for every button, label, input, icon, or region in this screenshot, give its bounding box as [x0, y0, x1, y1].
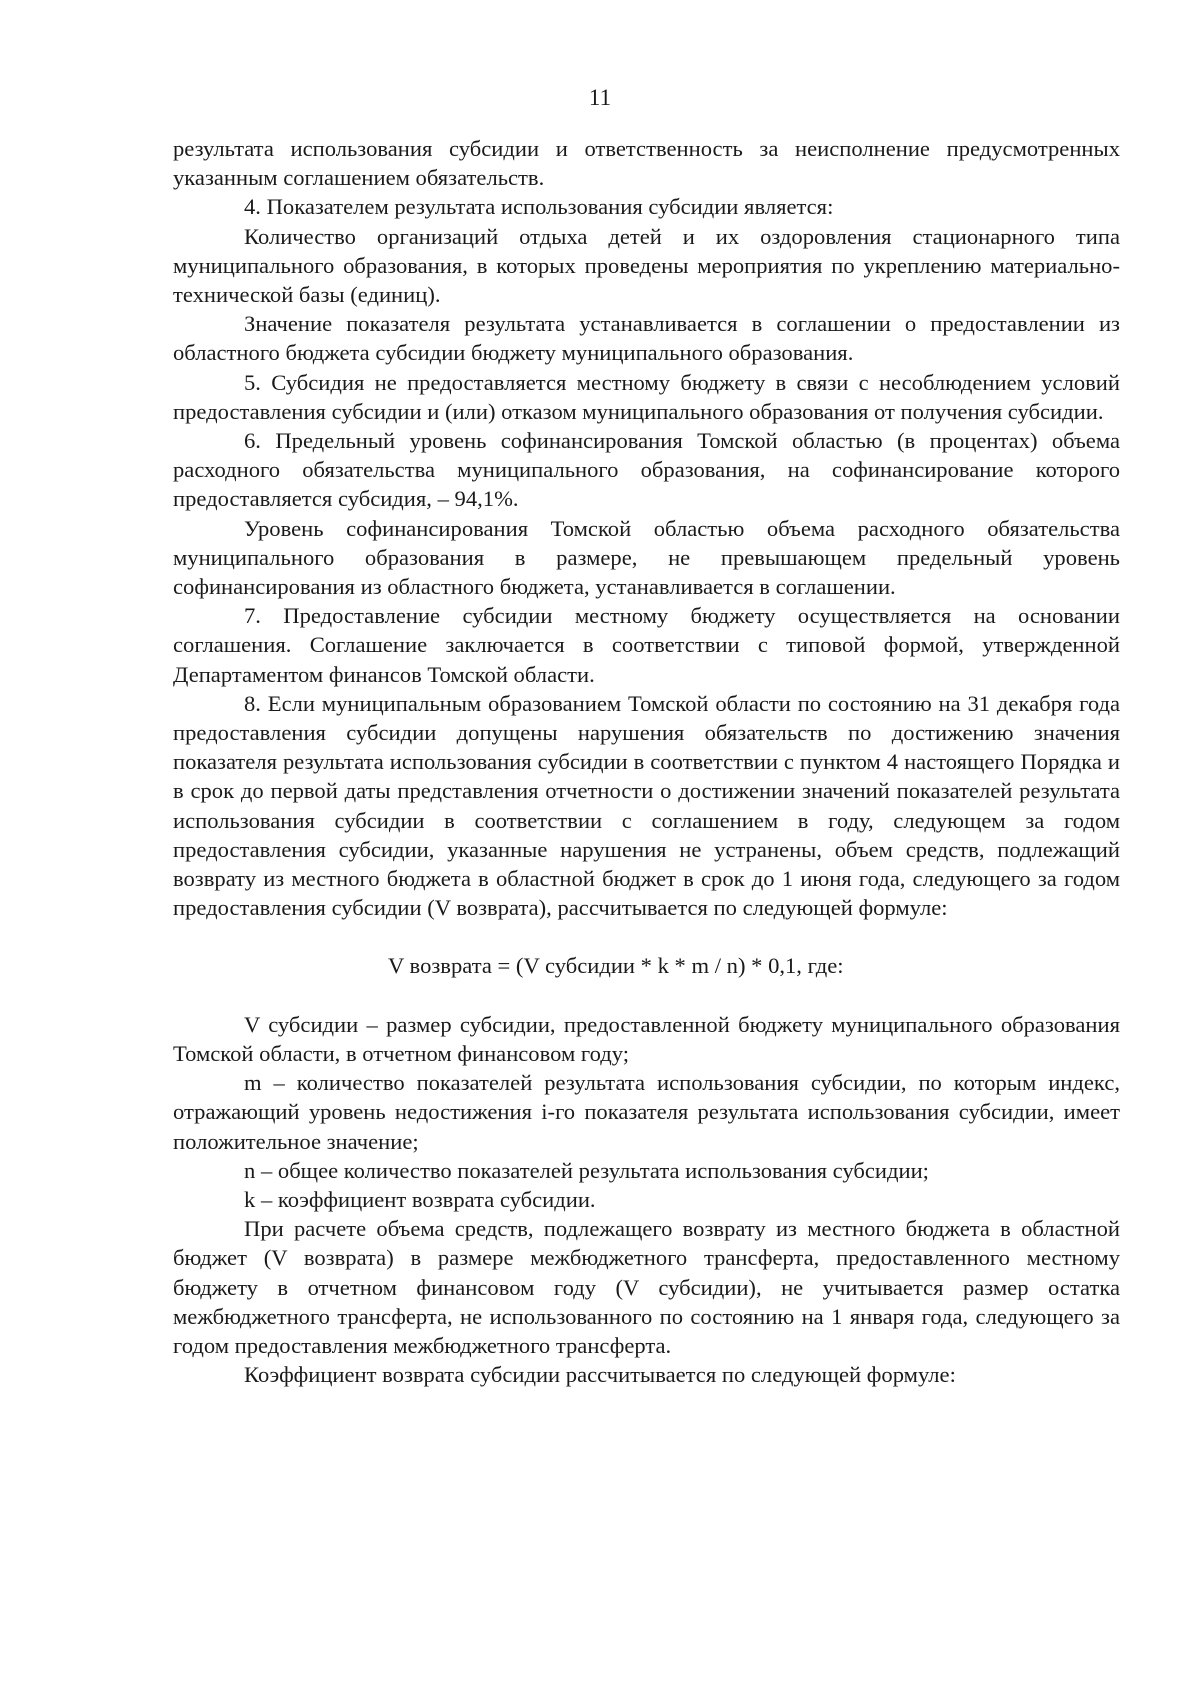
paragraph-item-6: 6. Предельный уровень софинансирования Томской областью (в процентах) объема расходного обязательства муниципального образования, на софинансирование которого предоставляется субсидия, – 94,1%. [173, 428, 1120, 512]
paragraph-item-4: 4. Показателем результата использования субсидии является: [244, 194, 834, 220]
document-body [173, 134, 1120, 1389]
paragraph-cofinancing-level: Уровень софинансирования Томской областью объема расходного обязательства муниципального образования в размере, не превышающем предельный уровень софинансирования из областного бюджета, устанавливается в соглашении. [173, 515, 1120, 600]
definition-n: n – общее количество показателей результата использования субсидии; [244, 1157, 929, 1183]
paragraph-item-7: 7. Предоставление субсидии местному бюджету осуществляется на основании соглашения. Соглашение заключается в соответствии с типовой формой, утвержденной Департаментом финансов Томской области. [173, 603, 1120, 687]
paragraph-item-8: 8. Если муниципальным образованием Томской области по состоянию на 31 декабря года предоставления субсидии допущены нарушения обязательств по достижению значения показателя результата использования субсидии в соответствии с пунктом 4 настоящего Порядка и в срок до первой даты представления отчетности о достижении значений показателей результата использования субсидии в соответствии с соглашением в году, следующем за годом предоставления субсидии, указанные нарушения не устранены, объем средств, подлежащий возврату из местного бюджета в областной бюджет в срок до 1 июня года, следующего за годом предоставления субсидии (V возврата), рассчитывается по следующей формуле: [173, 690, 1120, 921]
definition-m: m – количество показателей результата использования субсидии, по которым индекс, отражающий уровень недостижения i-го показателя результата использования субсидии, имеет положительное значение; [173, 1070, 1120, 1154]
paragraph-indicator: Количество организаций отдыха детей и их оздоровления стационарного типа муниципального образования, в которых проведены мероприятия по укреплению материально-технической базы (единиц). [173, 223, 1120, 308]
definition-v-subsidy: V субсидии – размер субсидии, предоставленной бюджету муниципального образования Томской области, в отчетном финансовом году; [173, 1011, 1120, 1066]
paragraph-continuation: результата использования субсидии и ответственность за неисполнение предусмотренных указанным соглашением обязательств. [173, 136, 1120, 191]
paragraph-calculation-note: При расчете объема средств, подлежащего возврату из местного бюджета в областной бюджет (V возврата) в размере межбюджетного трансферта, предоставленного местному бюджету в отчетном финансовом году (V субсидии), не учитывается размер остатка межбюджетного трансферта, не использованного по состоянию на 1 января года, следующего за годом предоставления межбюджетного трансферта. [173, 1216, 1120, 1358]
paragraph-indicator-value: Значение показателя результата устанавливается в соглашении о предоставлении из областного бюджета субсидии бюджету муниципального образования. [173, 311, 1120, 366]
paragraph-item-5: 5. Субсидия не предоставляется местному бюджету в связи с несоблюдением условий предоставления субсидии и (или) отказом муниципального образования от получения субсидии. [173, 369, 1120, 424]
paragraph-coefficient-intro: Коэффициент возврата субсидии рассчитывается по следующей формуле: [244, 1362, 956, 1388]
formula-v-return: V возврата = (V субсидии * k * m / n) * 0,1, где: [388, 953, 844, 979]
page-number: 11 [588, 85, 612, 110]
definition-k: k – коэффициент возврата субсидии. [244, 1186, 596, 1212]
